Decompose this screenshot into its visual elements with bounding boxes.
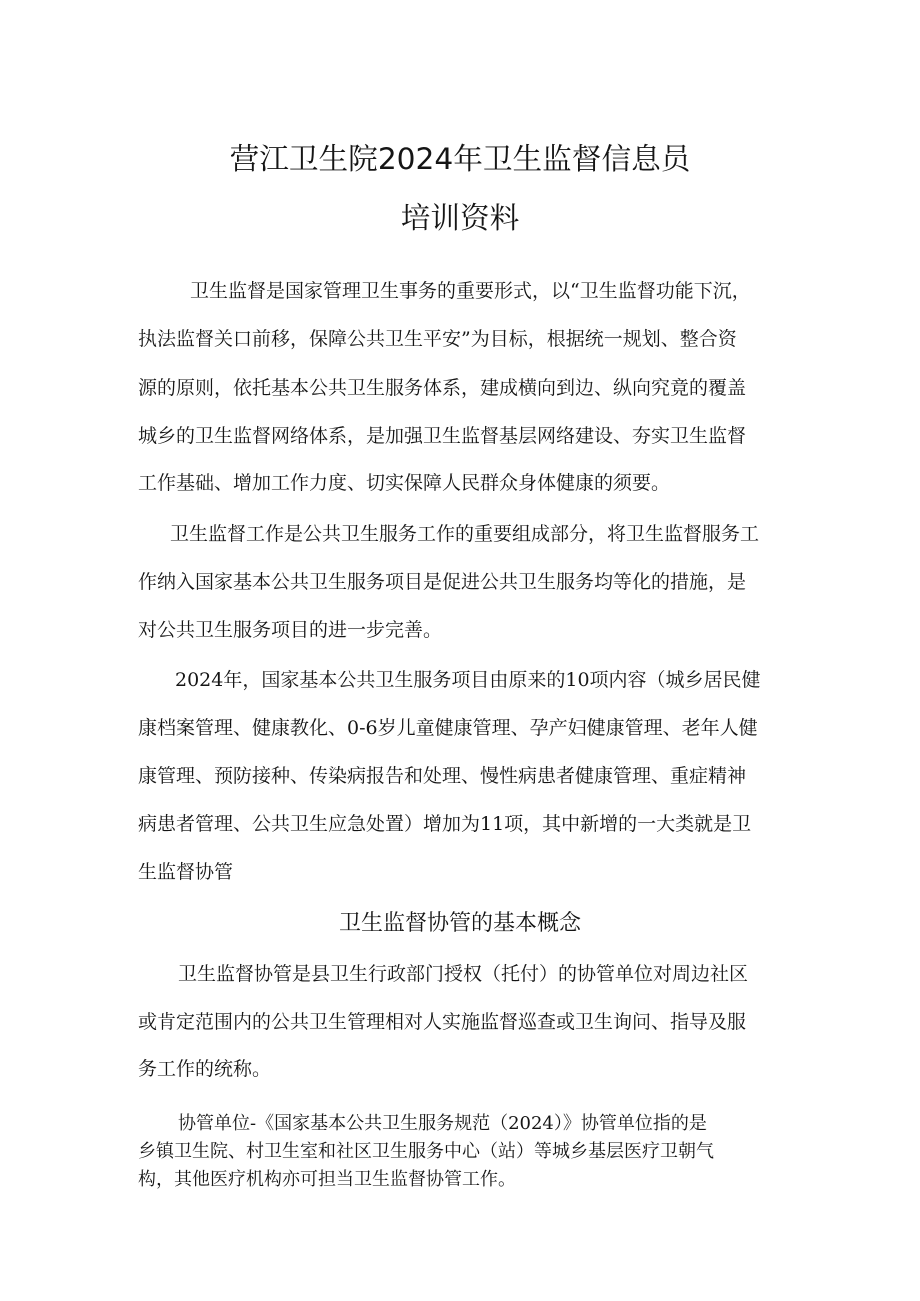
paragraph-3-line-3: 康管理、预防接种、传染病报告和处理、慢性病患者健康管理、重症精神 (138, 765, 747, 787)
paragraph-1-line-5: 工作基础、增加工作力度、切实保障人民群众身体健康的须要。 (138, 472, 671, 494)
paragraph-1-line-3: 源的原则，依托基本公共卫生服务体系，建成横向到边、纵向究竟的覆盖 (138, 377, 747, 399)
paragraph-1-line-2: 执法监督关口前移，保障公共卫生平安”为目标，根据统一规划、整合资 (138, 328, 737, 350)
document-title-line-2: 培训资料 (400, 200, 520, 235)
paragraph-2-line-2: 作纳入国家基本公共卫生服务项目是促进公共卫生服务均等化的措施，是 (138, 571, 747, 593)
paragraph-3-line-5: 生监督协管 (138, 861, 234, 883)
paragraph-2-line-3: 对公共卫生服务项目的进一步完善。 (138, 619, 443, 641)
paragraph-4-line-3: 务工作的统称。 (138, 1058, 272, 1080)
paragraph-5-line-1: 协管单位-《国家基本公共卫生服务规范（2024）》协管单位指的是 (178, 1113, 707, 1134)
paragraph-3-line-1: 2024年，国家基本公共卫生服务项目由原来的10项内容（城乡居民健 (175, 669, 761, 691)
paragraph-3-line-4: 病患者管理、公共卫生应急处置）增加为11项，其中新增的一大类就是卫 (138, 813, 752, 835)
section-heading: 卫生监督协管的基本概念 (338, 911, 581, 936)
paragraph-5-line-2: 乡镇卫生院、村卫生室和社区卫生服务中心（站）等城乡基层医疗卫朝气 (138, 1141, 714, 1162)
paragraph-2-line-1: 卫生监督工作是公共卫生服务工作的重要组成部分，将卫生监督服务工 (170, 523, 760, 545)
paragraph-1-line-1: 卫生监督是国家管理卫生事务的重要形式，以“卫生监督功能下沉， (190, 280, 751, 302)
paragraph-5-line-3: 构，其他医疗机构亦可担当卫生监督协管工作。 (138, 1169, 516, 1190)
paragraph-4-line-1: 卫生监督协管是县卫生行政部门授权（托付）的协管单位对周边社区 (178, 963, 749, 985)
document-title-line-1: 营江卫生院2024年卫生监督信息员 (229, 141, 691, 176)
paragraph-4-line-2: 或肯定范围内的公共卫生管理相对人实施监督巡查或卫生询问、指导及服 (138, 1011, 747, 1033)
paragraph-3-line-2: 康档案管理、健康教化、0-6岁儿童健康管理、孕产妇健康管理、老年人健 (138, 717, 758, 739)
paragraph-1-line-4: 城乡的卫生监督网络体系，是加强卫生监督基层网络建设、夯实卫生监督 (138, 425, 747, 447)
